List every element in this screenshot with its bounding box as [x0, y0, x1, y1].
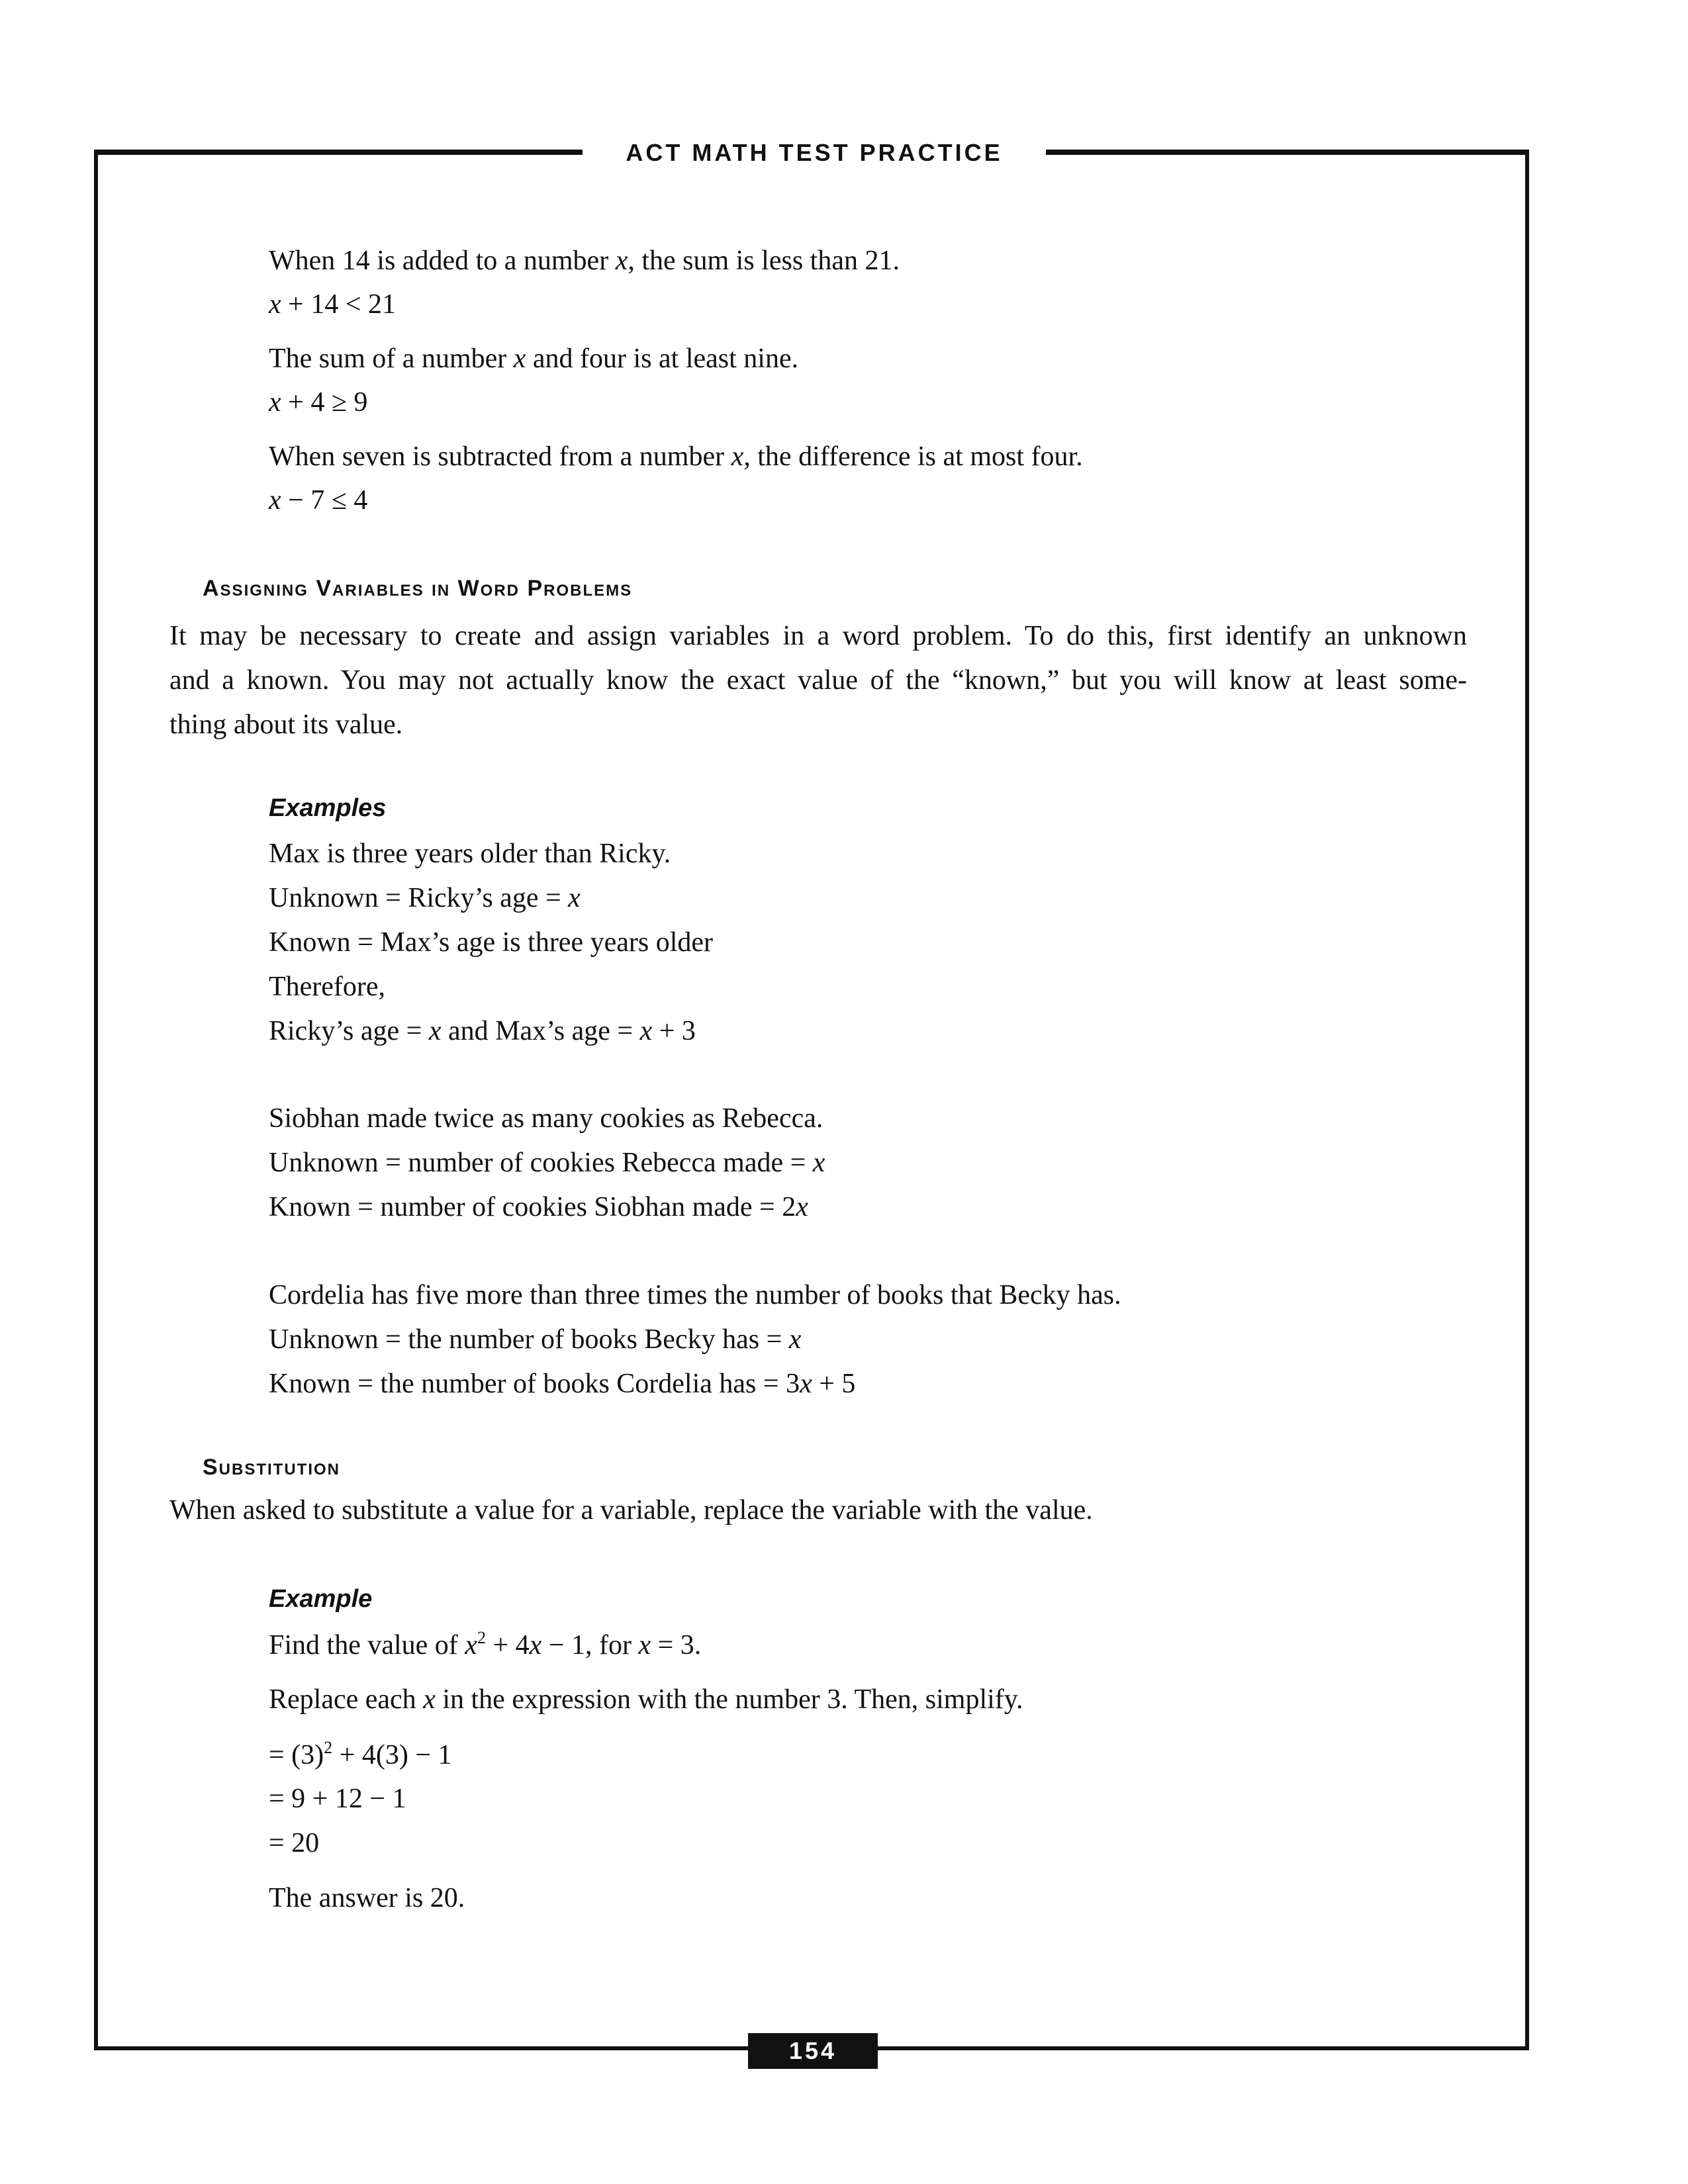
- example-line: Unknown = the number of books Becky has = x: [269, 1324, 802, 1355]
- paragraph-line: It may be necessary to create and assign variables in a word problem. To do this, first identify an unknown: [169, 621, 1467, 651]
- examples-label: Examples: [269, 794, 387, 822]
- inequality-sentence-2: The sum of a number x and four is at least nine.: [269, 343, 799, 374]
- example-line: Siobhan made twice as many cookies as Rebecca.: [269, 1103, 823, 1134]
- inequality-sentence-1: When 14 is added to a number x, the sum is less than 21.: [269, 246, 900, 276]
- paragraph-line: and a known. You may not actually know the exact value of the “known,” but you will know at least some-: [169, 665, 1467, 696]
- inequality-expression-3: x − 7 ≤ 4: [269, 485, 368, 516]
- example-line: Max is three years older than Ricky.: [269, 839, 671, 869]
- section-heading-substitution: Substitution: [203, 1455, 340, 1480]
- example-line: Ricky’s age = x and Max’s age = x + 3: [269, 1016, 696, 1046]
- frame-right-rule: [1525, 150, 1529, 2050]
- example-line: Known = number of cookies Siobhan made = 2x: [269, 1192, 808, 1222]
- substitution-step: = 20: [269, 1828, 320, 1858]
- example-line: Unknown = Ricky’s age = x: [269, 883, 581, 913]
- frame-left-rule: [94, 150, 98, 2050]
- example-line: Known = the number of books Cordelia has = 3x + 5: [269, 1369, 856, 1399]
- example-line: Therefore,: [269, 972, 386, 1002]
- example-line: Known = Max’s age is three years older: [269, 927, 713, 958]
- example-label: Example: [269, 1585, 373, 1613]
- section-heading-assigning-variables: Assigning Variables in Word Problems: [203, 576, 633, 601]
- inequality-sentence-3: When seven is subtracted from a number x, the difference is at most four.: [269, 441, 1083, 472]
- example-line: Cordelia has five more than three times the number of books that Becky has.: [269, 1280, 1121, 1310]
- substitution-instruction: Replace each x in the expression with the number 3. Then, simplify.: [269, 1684, 1023, 1715]
- substitution-step: = $(3)^2 + 4(3) - 1$: [269, 1738, 452, 1770]
- page-number: 154: [748, 2033, 878, 2069]
- assigning-variables-paragraph: [169, 614, 1467, 747]
- inequality-expression-2: x + 4 ≥ 9: [269, 387, 368, 418]
- substitution-step: = 9 + 12 − 1: [269, 1784, 406, 1814]
- substitution-answer: The answer is 20.: [269, 1883, 465, 1913]
- running-head: ACT MATH TEST PRACTICE: [583, 136, 1046, 170]
- substitution-paragraph: When asked to substitute a value for a variable, replace the variable with the value.: [169, 1495, 1093, 1525]
- paragraph-line: thing about its value.: [169, 709, 403, 740]
- substitution-problem: Find the value of $x^2 + 4x - 1$, for x = 3.: [269, 1628, 702, 1661]
- example-line: Unknown = number of cookies Rebecca made = x: [269, 1148, 825, 1178]
- inequality-expression-1: x + 14 < 21: [269, 289, 397, 320]
